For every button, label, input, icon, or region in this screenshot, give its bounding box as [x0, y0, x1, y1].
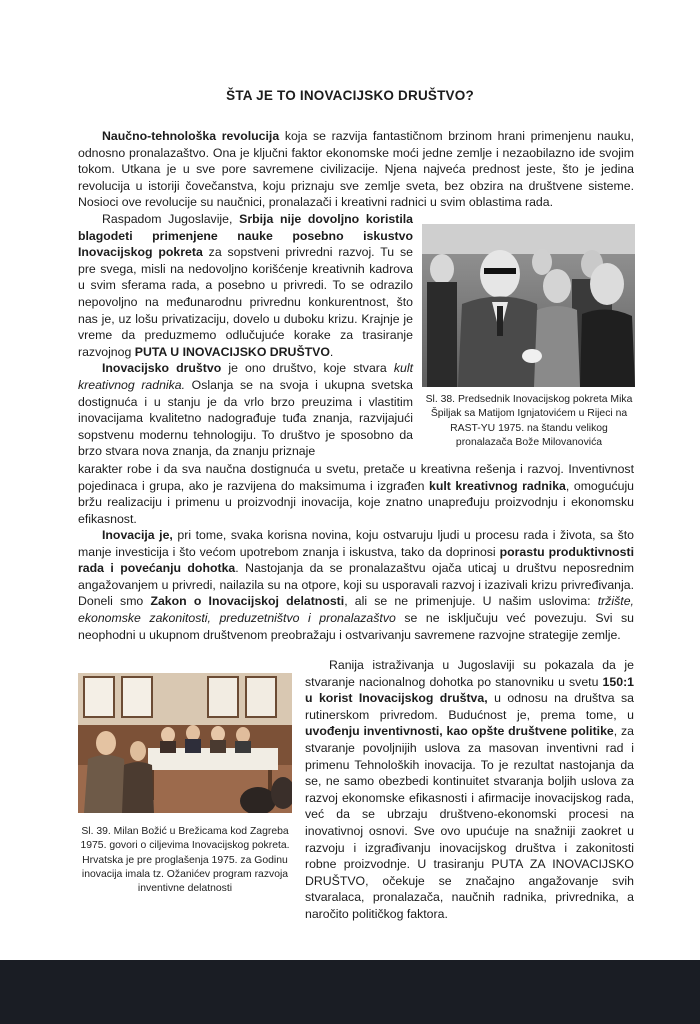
paragraph-innovation-definition	[78, 527, 634, 643]
bold-phrase: porastu produktivnosti rada i povećanju dohotka	[78, 544, 634, 576]
bold-phrase: Zakon o Inovacijskoj delatnosti	[150, 594, 345, 609]
text-run: u odnosu na društva sa rutinerskom privredom. Budućnost je, prema tome, u	[305, 691, 634, 722]
text-run: , ali se ne primenjuje. U našim uslovima:	[344, 594, 598, 609]
text-run: .	[329, 344, 334, 359]
bold-phrase: Inovacijsko društvo	[102, 361, 222, 376]
paragraph-research	[305, 657, 634, 923]
text-run: karakter robe i da sva naučna dostignuća u svetu, pretače u kreativna rešenja i razvoj. Inventivnost pojedinaca i grupa, ako je razvijena do maksimuma i izgrađen	[78, 462, 634, 493]
photo-fig38-image	[422, 224, 635, 387]
bold-phrase: 150:1 u korist Inovacijskog društva,	[305, 674, 634, 706]
text-run: Oslanja se na svoja i ukupna svetska dostignuća i u stanju je da vrlo brzo preuzima i vlastitim inovacijama kvalitetno nadograđuje tuđa znanja, razvijajući sopstvenu modernu tehnologiju. To društvo je sposobno da brzo stvara nova znanja, da znanju priznaje	[78, 377, 413, 459]
italic-phrase: kult kreativnog radnika.	[78, 361, 413, 392]
text-run: koja se razvija fantastičnom brzinom hrani primenjenu nauku, odnosno pronalazaštvo. Ona je ključni faktor ekonomske moći jedne zemlje i nezaobilazno ide svojim tokom. Utkana je u sve pore savremene civilizacije. Njena najveća prednost jeste, što je jedina revolucija u istoriji čovečanstva, koju priznaju sve zemlje sveta, bez obzira na društvene sisteme. Nosioci ove revolucije su naučnici, pronalazači i kreativni radnici u svim oblastima rada.	[78, 129, 634, 210]
text-run: , za stvaranje povoljnijih uslova za masovan inventivni rad i primenu Tehnoloških inovacija. To je rezultat nastojanja da se, ne samo obezbedi kontinuitet stvaranja boljih uslova za razvoj ekonomske efikasnosti i afirmacije inovacijskog rada, već da se ubrzaju društveno-ekonomski procesi na inovativnoj osnovi. Sve ovo upućuje na snažniji zaokret u razvoju i izgrađivanju inovacijskog društva i zakonitosti robne proizvodnje. U trasiranju PUTA ZA INOVACIJSKO DRUŠTVO, očekuje se značajno angažovanje svih stvaralaca, pronalazača, naučnih radnika, privrednika, a naročito političkog faktora.	[305, 724, 634, 921]
text-run: se ne isključuju već povezuju. Svi su neophodni u ukupnom društvenom preobražaju i ostvarivanju savremene razvojne strategije zemlje.	[78, 610, 634, 642]
caption-fig38: Sl. 38. Predsednik Inovacijskog pokreta Mika Špiljak sa Matijom Ignjatovićem u Rijeci na RAST-YU 1975. na štandu velikog pronalazača Bože Milovanovića	[425, 394, 633, 448]
page-title: ŠTA JE TO INOVACIJSKO DRUŠTVO?	[226, 88, 474, 103]
text-run: Ranija istraživanja u Jugoslaviji su pokazala da je stvaranje nacionalnog dohotka po stanovniku u svetu	[305, 658, 634, 689]
text-run: pri tome, svaka korisna novina, koju ostvaruju ljudi u procesu rada i života, sa što manje investicija i što većom upotrebom znanja i iskustva, tako da doprinosi	[78, 528, 634, 559]
paragraph-serbia	[78, 211, 413, 360]
bold-phrase: PUTA U INOVACIJSKO DRUŠTVO	[134, 344, 330, 359]
photo-fig39	[78, 673, 292, 813]
text-run: je ono društvo, koje stvara	[221, 361, 394, 376]
text-run: Raspadom Jugoslavije,	[102, 212, 240, 226]
bold-phrase: Inovacija je,	[102, 528, 173, 542]
paragraph-intro	[78, 128, 634, 211]
bold-phrase: Naučno-tehnološka revolucija	[102, 129, 280, 143]
photo-fig39-image	[78, 673, 292, 813]
photo-fig38	[422, 224, 635, 387]
bold-phrase: kult kreativnog radnika	[429, 478, 566, 493]
footer-bar	[0, 960, 700, 1024]
caption-fig39: Sl. 39. Milan Božić u Brežicama kod Zagreba 1975. govori o ciljevima Inovacijskog pokreta. Hrvatska je pre proglašenja 1975. za Godinu inovacija imala tz. Ožanićev program razvoja inventivne delatnosti	[80, 826, 290, 895]
left-column-block	[78, 211, 413, 460]
bold-phrase: uvođenju inventivnosti, kao opšte društvene politike	[305, 724, 614, 739]
text-run: . Nastojanja da se pronalazaštvu ojača uticaj u društvu neposrednim angažovanjem u privredi, nailazila su na otpore, koji su usporavali razvoj i izazivali krizu privređivanja. Doneli smo	[78, 561, 634, 609]
bold-phrase: Srbija nije dovoljno koristila blagodeti primenjene nauke posebno iskustvo Inovacijskog pokreta	[78, 212, 413, 260]
text-run: za sopstveni privredni razvoj. Tu se pre svega, misli na nedovoljno korišćenje kreativnih kadrova u svim sferama rada, a posebno u privredi. To se odrazilo nepovoljno na međunarodnu privrednu konkurentnost, što nas je, uz lošu privatizaciju, dovelo u duboku krizu. Krajnje je vreme da preduzmemo odlučujuće korake za trasiranje razvojnog	[78, 245, 414, 359]
paragraph-innovation-society-cont	[78, 461, 634, 527]
paragraph-innovation-society	[78, 360, 413, 460]
text-run: , omogućuju bržu realizaciju i primenu u proizvodnji inovacija, koje znatno unapređuju proizvodnju i ekonomsku efikasnost.	[78, 478, 635, 526]
italic-phrase: tržište, ekonomske zakonitosti, preduzetništvo i pronalazaštvo	[78, 594, 634, 625]
